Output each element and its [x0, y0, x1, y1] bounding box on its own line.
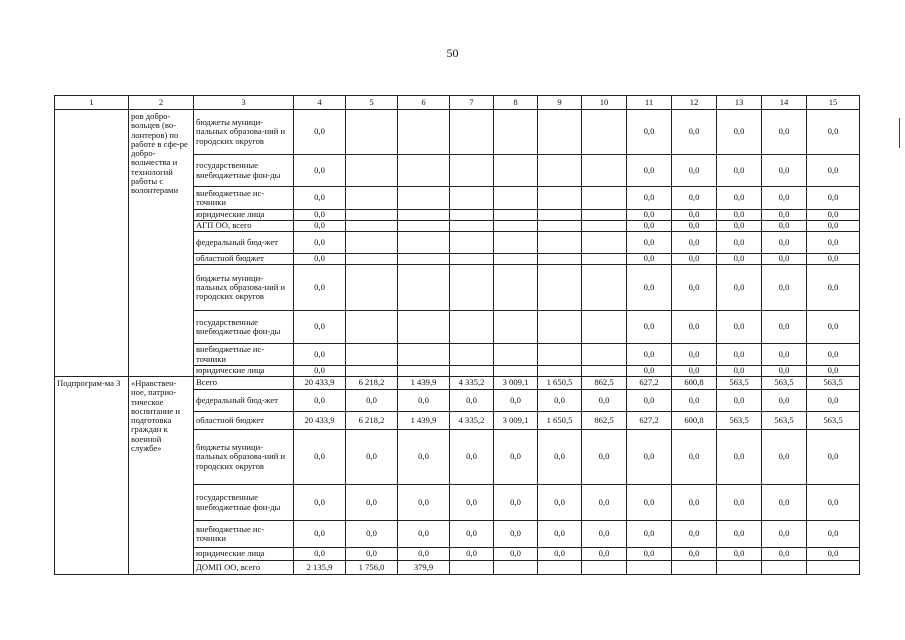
- value-cell: [346, 155, 398, 187]
- value-cell: [538, 221, 582, 232]
- value-cell: 0,0: [450, 521, 494, 548]
- value-cell: 563,5: [807, 412, 860, 430]
- value-cell: 0,0: [717, 110, 762, 155]
- value-cell: [494, 254, 538, 265]
- funding-source-cell: государственные внебюджетные фон-ды: [194, 311, 294, 344]
- value-cell: 600,8: [672, 377, 717, 390]
- value-cell: 0,0: [807, 390, 860, 412]
- value-cell: 0,0: [346, 548, 398, 561]
- value-cell: 0,0: [807, 110, 860, 155]
- value-cell: 627,2: [627, 412, 672, 430]
- value-cell: 0,0: [538, 521, 582, 548]
- funding-source-cell: федеральный бюд-жет: [194, 232, 294, 254]
- value-cell: [398, 311, 450, 344]
- value-cell: 0,0: [807, 311, 860, 344]
- value-cell: [398, 265, 450, 311]
- value-cell: 0,0: [672, 265, 717, 311]
- value-cell: 0,0: [672, 221, 717, 232]
- value-cell: [494, 155, 538, 187]
- value-cell: 0,0: [672, 110, 717, 155]
- value-cell: 0,0: [762, 485, 807, 521]
- value-cell: 0,0: [672, 430, 717, 485]
- value-cell: 0,0: [450, 485, 494, 521]
- value-cell: 0,0: [807, 187, 860, 210]
- value-cell: 0,0: [807, 254, 860, 265]
- value-cell: 0,0: [398, 521, 450, 548]
- value-cell: [494, 344, 538, 366]
- value-cell: 20 433,9: [294, 377, 346, 390]
- program-cell: Подпрограм-ма 3: [55, 377, 129, 575]
- value-cell: 0,0: [717, 232, 762, 254]
- value-cell: [398, 221, 450, 232]
- value-cell: 0,0: [294, 232, 346, 254]
- column-number-header: 5: [346, 96, 398, 110]
- value-cell: 0,0: [672, 344, 717, 366]
- column-number-header: 15: [807, 96, 860, 110]
- funding-source-cell: государственные внебюджетные фон-ды: [194, 485, 294, 521]
- value-cell: 0,0: [294, 187, 346, 210]
- column-number-header: 6: [398, 96, 450, 110]
- program-title-cell: ров добро-вольцев (во-лонтеров) по работе в сфе-ре добро-вольчества и технологий работы с волонтерами: [129, 110, 194, 377]
- value-cell: [582, 344, 627, 366]
- value-cell: 0,0: [398, 548, 450, 561]
- value-cell: 1 756,0: [346, 561, 398, 575]
- value-cell: [582, 110, 627, 155]
- value-cell: 6 218,2: [346, 412, 398, 430]
- value-cell: [450, 366, 494, 377]
- value-cell: 0,0: [346, 521, 398, 548]
- funding-source-cell: юридические лица: [194, 210, 294, 221]
- value-cell: 563,5: [717, 377, 762, 390]
- column-number-header: 13: [717, 96, 762, 110]
- value-cell: 0,0: [762, 548, 807, 561]
- value-cell: 6 218,2: [346, 377, 398, 390]
- value-cell: [494, 265, 538, 311]
- value-cell: [582, 155, 627, 187]
- value-cell: 0,0: [627, 221, 672, 232]
- value-cell: [450, 232, 494, 254]
- value-cell: 600,8: [672, 412, 717, 430]
- value-cell: 0,0: [294, 254, 346, 265]
- value-cell: [450, 110, 494, 155]
- value-cell: [346, 221, 398, 232]
- value-cell: [582, 210, 627, 221]
- value-cell: 0,0: [717, 430, 762, 485]
- column-number-header: 3: [194, 96, 294, 110]
- value-cell: [494, 110, 538, 155]
- funding-source-cell: бюджеты муници-пальных образова-ний и городских округов: [194, 265, 294, 311]
- value-cell: [538, 344, 582, 366]
- value-cell: 0,0: [807, 265, 860, 311]
- value-cell: 0,0: [672, 210, 717, 221]
- value-cell: 0,0: [294, 155, 346, 187]
- column-number-header: 11: [627, 96, 672, 110]
- value-cell: 0,0: [538, 390, 582, 412]
- funding-source-cell: юридические лица: [194, 366, 294, 377]
- value-cell: [627, 561, 672, 575]
- value-cell: 0,0: [717, 254, 762, 265]
- page-number: 50: [446, 46, 459, 60]
- value-cell: 627,2: [627, 377, 672, 390]
- value-cell: 0,0: [672, 254, 717, 265]
- column-number-header: 8: [494, 96, 538, 110]
- value-cell: 0,0: [398, 430, 450, 485]
- value-cell: 0,0: [717, 265, 762, 311]
- column-number-header: 7: [450, 96, 494, 110]
- value-cell: 0,0: [762, 311, 807, 344]
- value-cell: 0,0: [627, 232, 672, 254]
- value-cell: [398, 254, 450, 265]
- funding-source-cell: Всего: [194, 377, 294, 390]
- value-cell: 0,0: [627, 311, 672, 344]
- funding-source-cell: внебюджетные ис-точники: [194, 187, 294, 210]
- column-number-header: 1: [55, 96, 129, 110]
- value-cell: 0,0: [294, 311, 346, 344]
- value-cell: 0,0: [717, 548, 762, 561]
- value-cell: 0,0: [294, 548, 346, 561]
- value-cell: 1 650,5: [538, 377, 582, 390]
- value-cell: 0,0: [672, 485, 717, 521]
- value-cell: 0,0: [294, 344, 346, 366]
- value-cell: 0,0: [762, 390, 807, 412]
- column-number-header: 10: [582, 96, 627, 110]
- value-cell: 0,0: [627, 366, 672, 377]
- value-cell: [582, 366, 627, 377]
- value-cell: 0,0: [672, 366, 717, 377]
- value-cell: [450, 221, 494, 232]
- value-cell: 0,0: [346, 430, 398, 485]
- value-cell: 20 433,9: [294, 412, 346, 430]
- value-cell: [494, 232, 538, 254]
- value-cell: [582, 265, 627, 311]
- value-cell: 0,0: [627, 110, 672, 155]
- value-cell: 0,0: [398, 485, 450, 521]
- value-cell: [450, 344, 494, 366]
- funding-source-cell: АГП ОО, всего: [194, 221, 294, 232]
- value-cell: [494, 210, 538, 221]
- value-cell: 0,0: [627, 344, 672, 366]
- value-cell: 1 650,5: [538, 412, 582, 430]
- value-cell: 0,0: [762, 155, 807, 187]
- value-cell: [450, 254, 494, 265]
- value-cell: [398, 232, 450, 254]
- value-cell: 0,0: [627, 521, 672, 548]
- value-cell: 2 135,9: [294, 561, 346, 575]
- value-cell: [538, 366, 582, 377]
- value-cell: [538, 210, 582, 221]
- value-cell: 563,5: [807, 377, 860, 390]
- value-cell: 862,5: [582, 377, 627, 390]
- value-cell: 0,0: [582, 390, 627, 412]
- value-cell: [582, 187, 627, 210]
- value-cell: 0,0: [762, 430, 807, 485]
- program-cell: [55, 110, 129, 377]
- column-number-header: 12: [672, 96, 717, 110]
- table-row: [55, 110, 860, 155]
- value-cell: [538, 265, 582, 311]
- value-cell: [582, 311, 627, 344]
- value-cell: 0,0: [627, 187, 672, 210]
- value-cell: [346, 311, 398, 344]
- value-cell: 0,0: [294, 430, 346, 485]
- budget-table: [54, 95, 860, 575]
- funding-source-cell: юридические лица: [194, 548, 294, 561]
- value-cell: 0,0: [627, 430, 672, 485]
- value-cell: [494, 221, 538, 232]
- value-cell: 0,0: [582, 548, 627, 561]
- value-cell: 0,0: [627, 265, 672, 311]
- column-number-header: 14: [762, 96, 807, 110]
- value-cell: [538, 187, 582, 210]
- value-cell: 0,0: [807, 221, 860, 232]
- value-cell: 0,0: [807, 521, 860, 548]
- funding-source-cell: федеральный бюд-жет: [194, 390, 294, 412]
- value-cell: 0,0: [672, 155, 717, 187]
- value-cell: 0,0: [294, 521, 346, 548]
- value-cell: 0,0: [494, 521, 538, 548]
- value-cell: [450, 187, 494, 210]
- value-cell: 0,0: [582, 485, 627, 521]
- value-cell: 0,0: [294, 265, 346, 311]
- value-cell: 0,0: [494, 390, 538, 412]
- value-cell: 0,0: [450, 390, 494, 412]
- value-cell: 0,0: [398, 390, 450, 412]
- value-cell: [494, 311, 538, 344]
- value-cell: 563,5: [717, 412, 762, 430]
- value-cell: 0,0: [762, 110, 807, 155]
- value-cell: [346, 254, 398, 265]
- value-cell: 0,0: [717, 210, 762, 221]
- value-cell: 0,0: [672, 187, 717, 210]
- value-cell: 0,0: [807, 155, 860, 187]
- value-cell: 0,0: [717, 366, 762, 377]
- funding-source-cell: бюджеты муници-пальных образова-ний и городских округов: [194, 110, 294, 155]
- value-cell: 0,0: [294, 221, 346, 232]
- value-cell: [346, 210, 398, 221]
- value-cell: 0,0: [762, 265, 807, 311]
- funding-source-cell: внебюджетные ис-точники: [194, 344, 294, 366]
- value-cell: 0,0: [717, 187, 762, 210]
- funding-source-cell: государственные внебюджетные фон-ды: [194, 155, 294, 187]
- value-cell: 0,0: [807, 344, 860, 366]
- value-cell: 0,0: [627, 254, 672, 265]
- value-cell: [717, 561, 762, 575]
- value-cell: 0,0: [538, 485, 582, 521]
- value-cell: 0,0: [627, 390, 672, 412]
- column-number-header: 2: [129, 96, 194, 110]
- column-number-header: 4: [294, 96, 346, 110]
- value-cell: [450, 561, 494, 575]
- table-header-row: [55, 96, 860, 110]
- value-cell: 563,5: [762, 377, 807, 390]
- value-cell: 0,0: [762, 521, 807, 548]
- value-cell: [450, 155, 494, 187]
- value-cell: [346, 232, 398, 254]
- value-cell: 4 335,2: [450, 377, 494, 390]
- value-cell: 862,5: [582, 412, 627, 430]
- value-cell: [807, 561, 860, 575]
- value-cell: 0,0: [762, 187, 807, 210]
- value-cell: 4 335,2: [450, 412, 494, 430]
- value-cell: 0,0: [807, 232, 860, 254]
- value-cell: 1 439,9: [398, 412, 450, 430]
- value-cell: 0,0: [538, 430, 582, 485]
- value-cell: 0,0: [762, 221, 807, 232]
- value-cell: 0,0: [672, 521, 717, 548]
- value-cell: [450, 210, 494, 221]
- value-cell: 0,0: [582, 521, 627, 548]
- value-cell: [450, 265, 494, 311]
- value-cell: 0,0: [717, 155, 762, 187]
- value-cell: 0,0: [717, 485, 762, 521]
- value-cell: 0,0: [294, 366, 346, 377]
- value-cell: [398, 366, 450, 377]
- value-cell: [398, 210, 450, 221]
- value-cell: 0,0: [717, 221, 762, 232]
- funding-source-cell: внебюджетные ис-точники: [194, 521, 294, 548]
- value-cell: [538, 311, 582, 344]
- value-cell: 0,0: [627, 210, 672, 221]
- value-cell: 0,0: [762, 232, 807, 254]
- value-cell: 0,0: [807, 485, 860, 521]
- value-cell: 0,0: [807, 366, 860, 377]
- value-cell: 0,0: [627, 155, 672, 187]
- value-cell: 0,0: [494, 485, 538, 521]
- value-cell: [398, 110, 450, 155]
- value-cell: 0,0: [582, 430, 627, 485]
- value-cell: [538, 155, 582, 187]
- value-cell: [582, 221, 627, 232]
- value-cell: 0,0: [627, 548, 672, 561]
- value-cell: [346, 265, 398, 311]
- value-cell: [450, 311, 494, 344]
- value-cell: [398, 155, 450, 187]
- value-cell: 0,0: [672, 390, 717, 412]
- value-cell: [494, 366, 538, 377]
- value-cell: 0,0: [717, 344, 762, 366]
- value-cell: [494, 187, 538, 210]
- value-cell: 0,0: [672, 232, 717, 254]
- value-cell: 0,0: [762, 344, 807, 366]
- value-cell: 0,0: [294, 485, 346, 521]
- value-cell: [494, 561, 538, 575]
- value-cell: 0,0: [717, 521, 762, 548]
- funding-source-cell: областной бюджет: [194, 254, 294, 265]
- value-cell: [398, 187, 450, 210]
- scan-edge-mark: [899, 118, 900, 148]
- value-cell: 0,0: [672, 548, 717, 561]
- value-cell: [762, 561, 807, 575]
- program-title-cell: «Нравствен-ное, патрио-тическое воспитание и подготовка граждан к военной службе»: [129, 377, 194, 575]
- value-cell: 563,5: [762, 412, 807, 430]
- value-cell: [538, 110, 582, 155]
- value-cell: 0,0: [294, 390, 346, 412]
- funding-source-cell: областной бюджет: [194, 412, 294, 430]
- value-cell: 0,0: [450, 430, 494, 485]
- value-cell: 0,0: [494, 548, 538, 561]
- funding-source-cell: бюджеты муници-пальных образова-ний и городских округов: [194, 430, 294, 485]
- value-cell: [346, 344, 398, 366]
- value-cell: 0,0: [538, 548, 582, 561]
- value-cell: 3 009,1: [494, 412, 538, 430]
- table-row: [55, 377, 860, 390]
- value-cell: 0,0: [762, 254, 807, 265]
- value-cell: 0,0: [762, 366, 807, 377]
- value-cell: [672, 561, 717, 575]
- value-cell: 0,0: [346, 390, 398, 412]
- value-cell: [398, 344, 450, 366]
- value-cell: 0,0: [807, 210, 860, 221]
- funding-source-cell: ДОМП ОО, всего: [194, 561, 294, 575]
- value-cell: 0,0: [346, 485, 398, 521]
- value-cell: [582, 561, 627, 575]
- value-cell: 0,0: [494, 430, 538, 485]
- value-cell: 0,0: [807, 548, 860, 561]
- value-cell: 0,0: [294, 210, 346, 221]
- value-cell: [346, 110, 398, 155]
- value-cell: [538, 561, 582, 575]
- value-cell: 0,0: [807, 430, 860, 485]
- value-cell: [346, 187, 398, 210]
- value-cell: 0,0: [294, 110, 346, 155]
- value-cell: [582, 254, 627, 265]
- value-cell: 1 439,9: [398, 377, 450, 390]
- value-cell: 3 009,1: [494, 377, 538, 390]
- column-number-header: 9: [538, 96, 582, 110]
- value-cell: [538, 232, 582, 254]
- value-cell: [538, 254, 582, 265]
- value-cell: 0,0: [672, 311, 717, 344]
- value-cell: 379,9: [398, 561, 450, 575]
- value-cell: [582, 232, 627, 254]
- value-cell: 0,0: [717, 311, 762, 344]
- value-cell: 0,0: [450, 548, 494, 561]
- value-cell: 0,0: [762, 210, 807, 221]
- value-cell: 0,0: [717, 390, 762, 412]
- value-cell: 0,0: [627, 485, 672, 521]
- value-cell: [346, 366, 398, 377]
